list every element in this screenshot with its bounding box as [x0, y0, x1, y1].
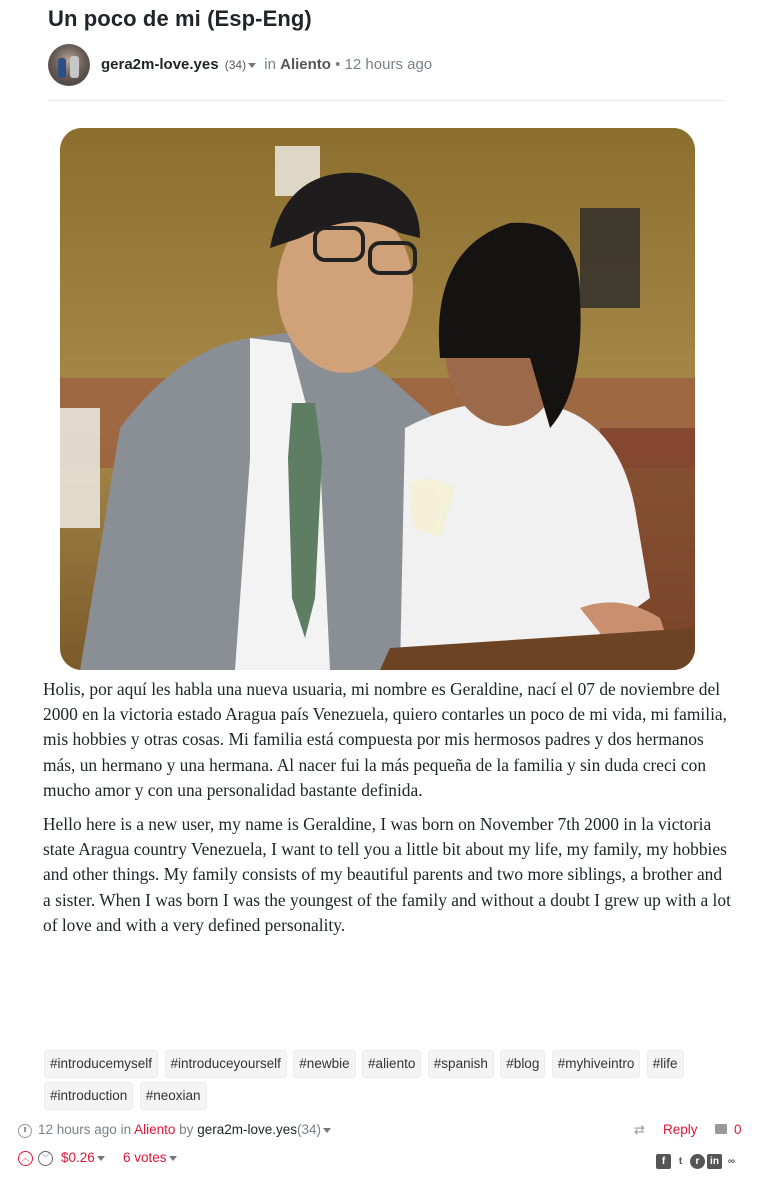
- meta-separator: •: [335, 56, 341, 73]
- footer-reputation: (34): [296, 1122, 321, 1137]
- paragraph-english: Hello here is a new user, my name is Geraldine, I was born on November 7th 2000 in la victoria state Aragua country Venezuela, I want to tell you a little bit about my life, my family, my hobbies and other things. My family consists of my beautiful parents and two more siblings, a brother and a sister. When I was born I was the youngest of the family and without a doubt I grew up with a lot of love and with a very defined personality.: [43, 814, 731, 935]
- tag[interactable]: #newbie: [293, 1050, 355, 1078]
- tag[interactable]: #spanish: [428, 1050, 494, 1078]
- twitter-icon[interactable]: t: [678, 1156, 683, 1167]
- reply-button[interactable]: Reply: [663, 1122, 698, 1137]
- tag[interactable]: #introducemyself: [44, 1050, 158, 1078]
- post-meta: [101, 56, 432, 73]
- post-body: [43, 677, 733, 947]
- payout-value[interactable]: $0.26: [61, 1150, 95, 1165]
- upvote-icon[interactable]: ︿: [18, 1151, 33, 1166]
- footer-time: 12 hours ago: [38, 1122, 117, 1137]
- author-link[interactable]: gera2m-love.yes: [101, 56, 219, 73]
- reddit-icon[interactable]: r: [690, 1154, 705, 1169]
- author-reputation: (34): [224, 58, 247, 72]
- footer-in-label: in: [120, 1122, 132, 1137]
- post-title: Un poco de mi (Esp-Eng): [48, 6, 312, 31]
- paragraph-spanish: Holis, por aquí les habla una nueva usuaria, mi nombre es Geraldine, nací el 07 de noviembre del 2000 en la victoria estado Aragua país Venezuela, quiero contarles un poco de mi vida, mi familia, mis hobbies y otras cosas. Mi familia está compuesta por mis hermosos padres y dos hermanos más, un hermano y una hermana. Al nacer fui la más pequeña de la familia y sin duda creci con mucho amor y con una personalidad bastante definida.: [43, 679, 727, 800]
- chevron-down-icon[interactable]: [323, 1128, 331, 1133]
- in-label: in: [264, 56, 276, 73]
- post-image: [60, 128, 695, 670]
- avatar[interactable]: [48, 44, 90, 86]
- post-footer-actions: [18, 1150, 748, 1172]
- tag[interactable]: #blog: [500, 1050, 545, 1078]
- clock-icon: [18, 1124, 32, 1138]
- tag[interactable]: #life: [647, 1050, 684, 1078]
- link-icon[interactable]: ∞: [727, 1156, 736, 1167]
- tag[interactable]: #neoxian: [140, 1082, 207, 1110]
- tag[interactable]: #introduceyourself: [165, 1050, 287, 1078]
- footer-community-link[interactable]: Aliento: [134, 1122, 176, 1137]
- footer-by-label: by: [179, 1122, 194, 1137]
- tag[interactable]: #introduction: [44, 1082, 133, 1110]
- tag[interactable]: #aliento: [362, 1050, 421, 1078]
- chevron-down-icon[interactable]: [169, 1156, 177, 1161]
- chevron-down-icon[interactable]: [248, 63, 256, 68]
- linkedin-icon[interactable]: in: [707, 1154, 722, 1169]
- tag[interactable]: #myhiveintro: [552, 1050, 641, 1078]
- reblog-icon[interactable]: ⇄: [634, 1122, 645, 1137]
- post-header: [48, 44, 724, 101]
- downvote-icon[interactable]: ﹀: [38, 1151, 53, 1166]
- chevron-down-icon[interactable]: [97, 1156, 105, 1161]
- post-footer-meta: [18, 1122, 748, 1144]
- votes-count[interactable]: 6 votes: [123, 1150, 167, 1165]
- facebook-icon[interactable]: f: [656, 1154, 671, 1169]
- tag-list: [44, 1050, 734, 1114]
- community-link[interactable]: Aliento: [280, 56, 331, 73]
- comments-icon[interactable]: [715, 1124, 727, 1134]
- footer-author-link[interactable]: gera2m-love.yes: [197, 1122, 297, 1137]
- post-time: 12 hours ago: [344, 56, 433, 73]
- share-icons: [656, 1152, 741, 1168]
- comments-count[interactable]: 0: [734, 1122, 742, 1137]
